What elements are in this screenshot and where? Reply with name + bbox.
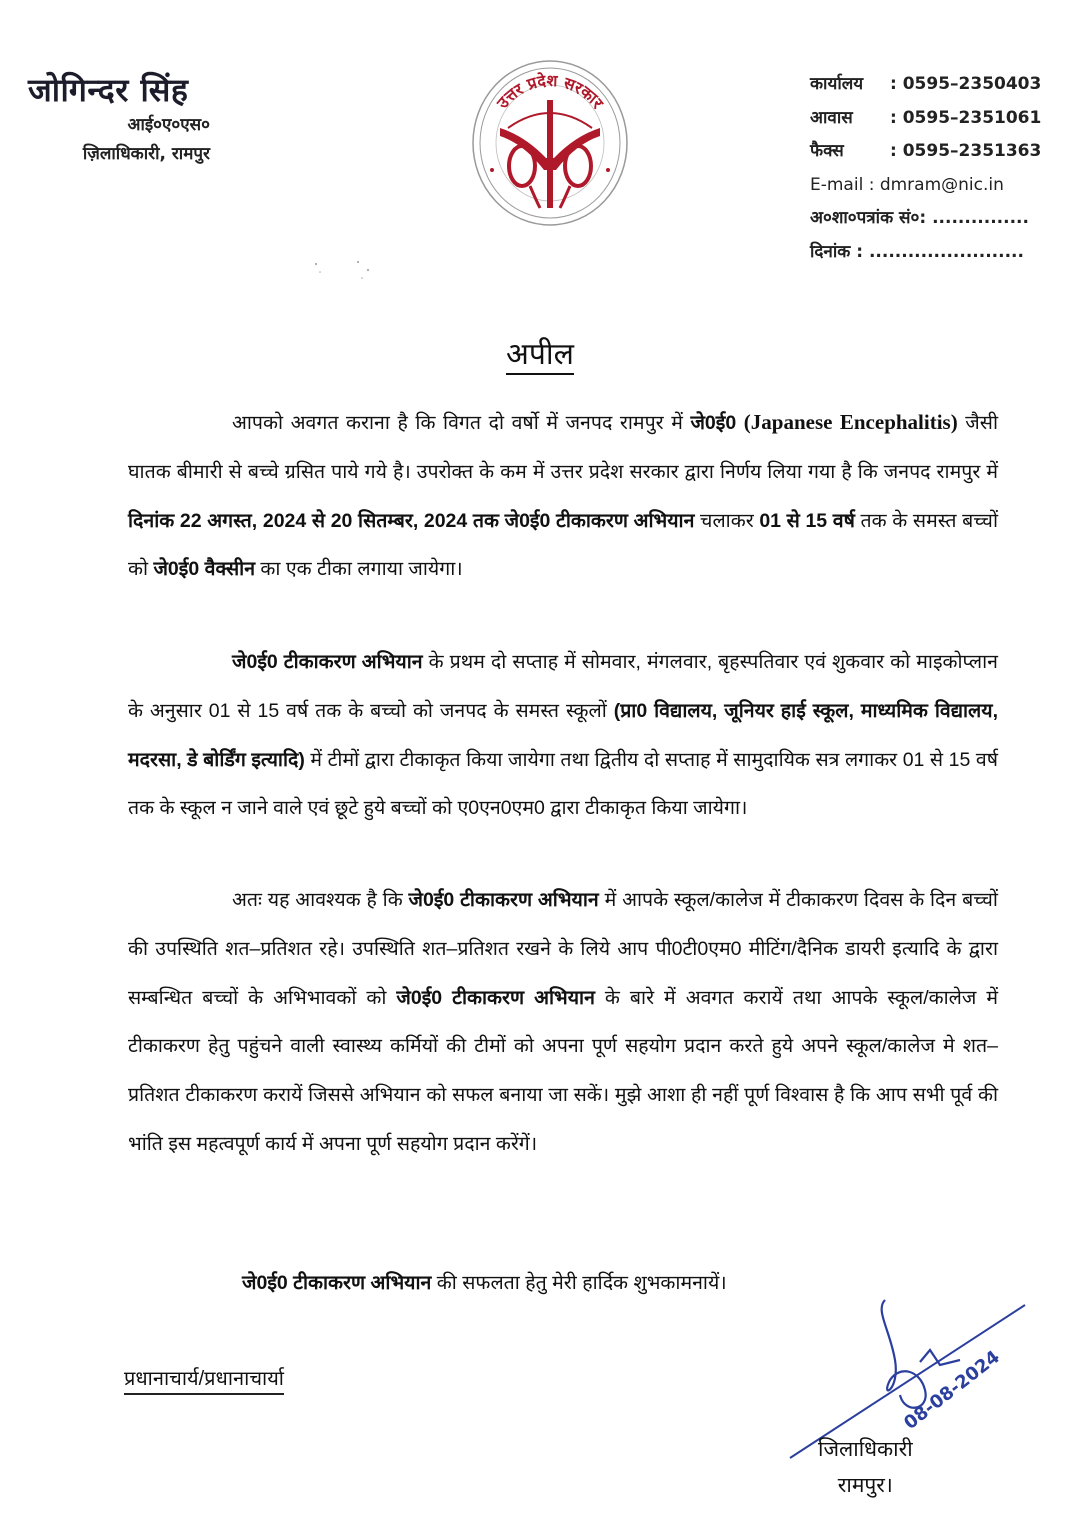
letter-title: अपील xyxy=(0,332,1080,373)
officer-designation: ज़िलाधिकारी, रामपुर xyxy=(82,144,210,164)
officer-service: आई०ए०एस० xyxy=(127,115,210,135)
contact-block xyxy=(810,68,1041,269)
paragraph-2: जे0ई0 टीकाकरण अभियान के प्रथम दो सप्ताह में सोमवार, मंगलवार, बृहस्पतिवार एवं शुकवार को माइकोप्लान के अनुसार 01 से 15 वर्ष तक के बच्चो को जनपद के समस्त स्कूलों (प्रा0 विद्यालय, जूनियर हाई स्कूल, माध्यमिक विद्यालय, मदरसा, डे बोर्डिंग इत्यादि) में टीमों द्वारा टीकाकृत किया जायेगा तथा द्वितीय दो सप्ताह में सामुदायिक सत्र लगाकर 01 से 15 वर्ष तक के स्कूल न जाने वाले एवं छूटे हुये बच्चों को ए0एन0एम0 द्वारा टीकाकृत किया जायेगा। xyxy=(128,651,998,820)
signatory-block xyxy=(818,1432,913,1504)
contact-office: कार्यालय : 0595–2350403 xyxy=(810,74,1042,94)
paragraph-3: अतः यह आवश्यक है कि जे0ई0 टीकाकरण अभियान में आपके स्कूल/कालेज में टीकाकरण दिवस के दिन बच्चों की उपस्थिति शत–प्रतिशत रहे। उपस्थिति शत–प्रतिशत रखने के लिये आप पी0टी0एम0 मीटिंग/दैनिक डायरी इत्यादि के द्वारा सम्बन्धित बच्चों के अभिभावकों को जे0ई0 टीकाकरण अभियान के बारे में अवगत करायें तथा आपके स्कूल/कालेज में टीकाकरण हेतु पहुंचने वाली स्वास्थ्य कर्मियों की टीमों को अपना पूर्ण सहयोग प्रदान करते हुये अपने स्कूल/कालेज मे शत–प्रतिशत टीकाकरण करायें जिससे अभियान को सफल बनाया जा सकें। मुझे आशा ही नहीं पूर्ण विश्वास है कि आप सभी पूर्व की भांति इस महत्वपूर्ण कार्य में अपना पूर्ण सहयोग प्रदान करेंगें। xyxy=(128,889,998,1155)
scan-specks xyxy=(310,256,390,286)
signatory-place: रामपुर। xyxy=(837,1474,893,1497)
reference-number: अ०शा०पत्रांक सं०: ............... xyxy=(810,208,1029,228)
officer-name: जोगिन्दर सिंह xyxy=(28,71,189,109)
signatory-designation: जिलाधिकारी xyxy=(818,1438,913,1461)
up-government-emblem xyxy=(470,58,630,228)
contact-email: E-mail : dmram@nic.in xyxy=(810,174,1004,195)
contact-fax: फैक्स : 0595–2351363 xyxy=(810,141,1042,161)
contact-residence: आवास : 0595–2351061 xyxy=(810,107,1042,128)
paragraph-1: आपको अवगत कराना है कि विगत दो वर्षो में जनपद रामपुर में जे0ई0 (Japanese Encephalitis) जैसी घातक बीमारी से बच्चे ग्रसित पाये गये है। उपरोक्त के कम में उत्तर प्रदेश सरकार द्वारा निर्णय लिया गया है कि जनपद रामपुर में दिनांक 22 अगस्त, 2024 से 20 सितम्बर, 2024 तक जे0ई0 टीकाकरण अभियान चलाकर 01 से 15 वर्ष तक के समस्त बच्चों को जे0ई0 वैक्सीन का एक टीका लगाया जायेगा। xyxy=(128,410,999,581)
date-line: दिनांक : ........................ xyxy=(810,241,1024,262)
emblem-text: उत्तर प्रदेश सरकार xyxy=(492,70,608,113)
closing-wishes: जे0ई0 टीकाकरण अभियान की सफलता हेतु मेरी हार्दिक शुभकामनायें। xyxy=(242,1272,727,1294)
addressee: प्रधानाचार्य/प्रधानाचार्या xyxy=(124,1364,284,1395)
signature-date: 08-08-2024 xyxy=(900,1346,1004,1434)
